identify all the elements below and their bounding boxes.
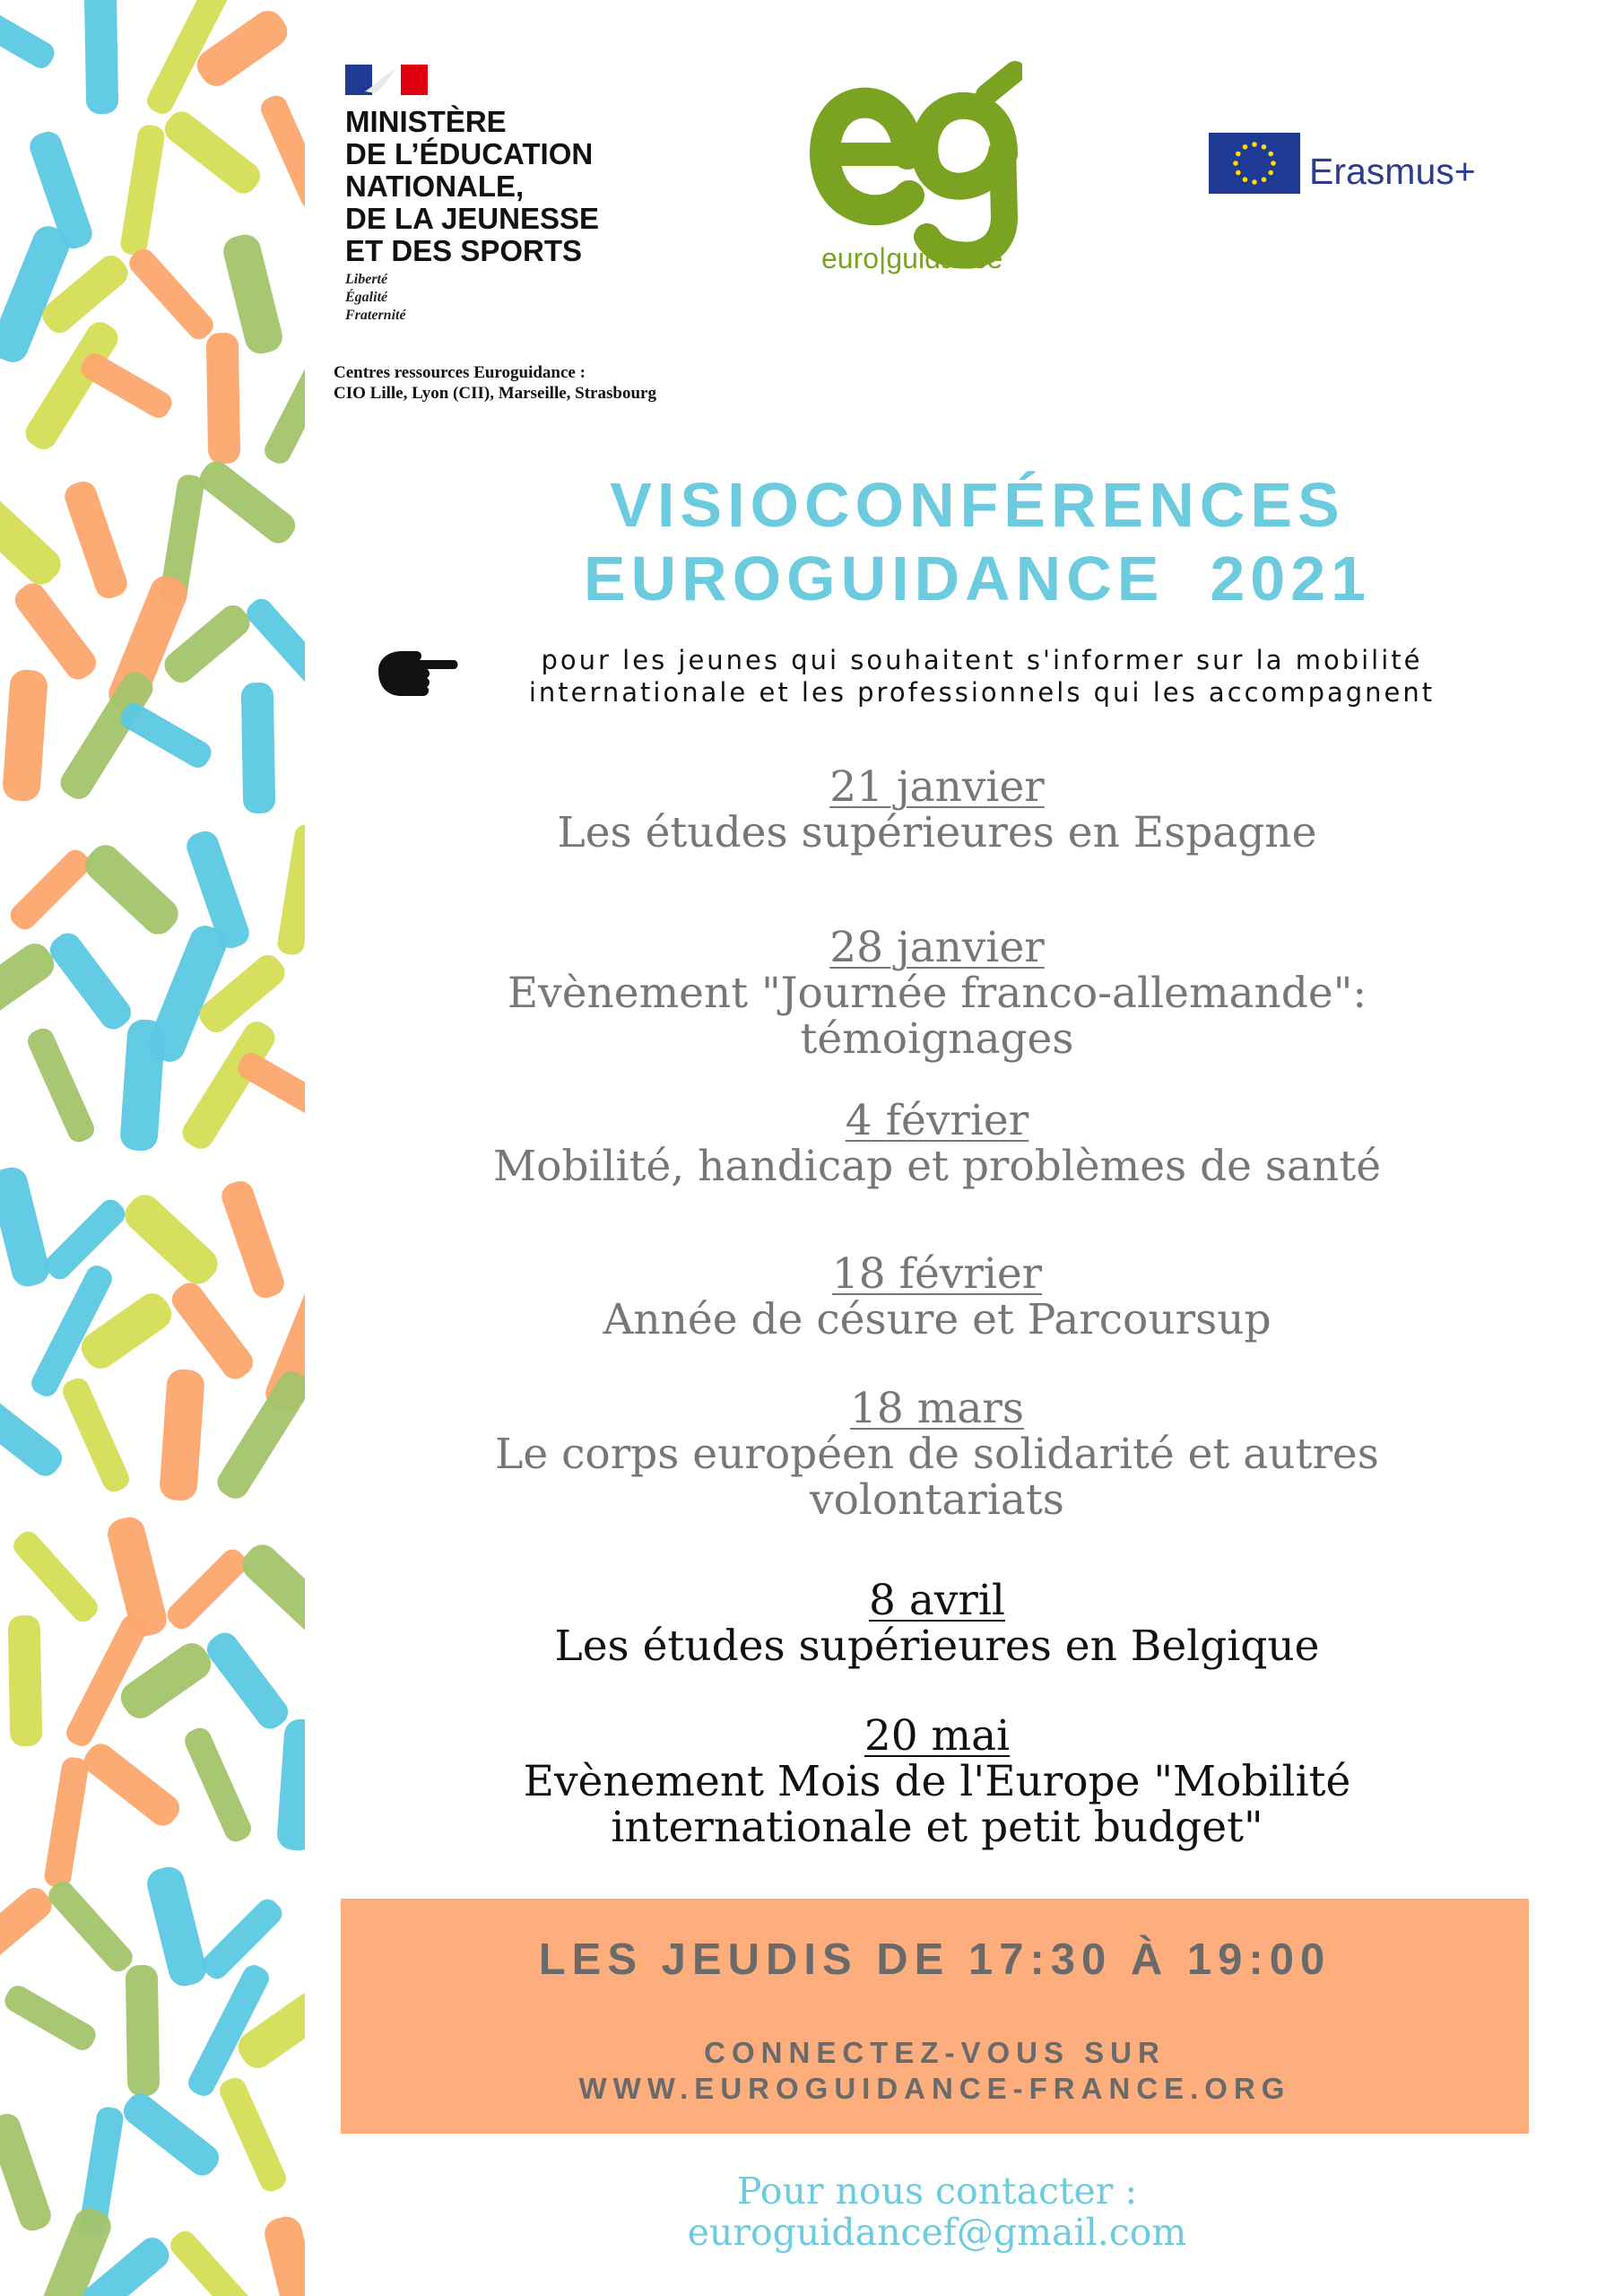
event-title: Les études supérieures en Espagne [557, 808, 1317, 857]
brush-stroke [202, 1627, 293, 1734]
brush-stroke [119, 124, 166, 257]
eu-star [1243, 177, 1248, 182]
event-item [421, 1578, 1453, 1669]
eu-star [1268, 170, 1273, 176]
erasmus-logo [1209, 133, 1532, 196]
brush-stroke [218, 1178, 288, 1301]
eu-star [1268, 152, 1273, 157]
brush-stroke [77, 350, 176, 422]
brush-stroke [10, 578, 101, 684]
connect-text [341, 2035, 1529, 2107]
brush-stroke [261, 2213, 305, 2296]
brush-stroke [0, 0, 58, 72]
event-date: 8 avril [869, 1576, 1005, 1625]
event-date: 21 janvier [829, 762, 1045, 812]
brush-stroke-pattern [0, 0, 305, 2296]
contact-label: Pour nous contacter : [736, 2170, 1138, 2213]
brush-stroke [166, 2227, 259, 2296]
eu-flag-icon [1209, 133, 1300, 194]
brush-stroke [160, 106, 265, 198]
brush-stroke [241, 683, 276, 814]
brush-stroke [2, 669, 48, 803]
brush-stroke [84, 0, 119, 114]
event-title: Année de césure et Parcoursup [603, 1295, 1271, 1344]
ministry-name-line: DE L’ÉDUCATION [345, 137, 594, 170]
brush-stroke [118, 2088, 224, 2180]
ministry-name-line: DE LA JEUNESSE [345, 202, 600, 235]
event-date: 18 février [831, 1249, 1043, 1299]
ministry-name-line: ET DES SPORTS [345, 234, 583, 267]
audience-line: pour les jeunes qui souhaitent s'informer sur la mobilité [541, 645, 1423, 675]
event-date: 28 janvier [829, 923, 1045, 972]
page-title [502, 468, 1453, 615]
brush-stroke [276, 1718, 305, 1852]
brush-stroke [8, 1615, 43, 1747]
pointing-hand-icon [375, 644, 459, 701]
ministry-name-line: NATIONALE, [345, 170, 525, 203]
brush-stroke [125, 245, 218, 344]
event-item [421, 764, 1453, 856]
event-item [421, 1713, 1453, 1850]
brush-stroke [181, 1725, 255, 1846]
eu-star [1262, 177, 1267, 182]
brush-stroke [216, 2074, 290, 2196]
brush-stroke [167, 1277, 258, 1384]
event-item [421, 925, 1453, 1062]
contact-section [421, 2170, 1453, 2253]
brush-stroke [236, 1538, 305, 1640]
page-title-line: EUROGUIDANCE 2021 [583, 544, 1372, 613]
audience-line: internationale et les professionnels qui les accompagnent [528, 677, 1436, 708]
eu-star [1236, 170, 1241, 176]
brush-stroke [44, 1877, 137, 1977]
ministry-motto-line: Égalité [345, 290, 388, 305]
brush-stroke [9, 1527, 102, 1627]
resource-centers-line: Centres ressources Euroguidance : [334, 363, 586, 382]
brush-stroke [195, 456, 300, 548]
event-date: 18 mars [850, 1384, 1024, 1433]
brush-stroke [79, 1738, 185, 1831]
euroguidance-caption: euro|guidance [821, 242, 1003, 274]
brush-stroke [213, 1366, 305, 1503]
eu-star [1252, 142, 1257, 147]
brush-stroke [59, 1375, 133, 1496]
brush-stroke [126, 1965, 161, 2097]
ministry-motto-line: Fraternité [345, 308, 406, 323]
ministry-logo [345, 65, 632, 334]
brush-stroke [41, 1196, 130, 1284]
brush-stroke [119, 1019, 166, 1152]
ministry-motto [345, 271, 406, 325]
event-date: 20 mai [864, 1711, 1011, 1761]
ministry-name-line: MINISTÈRE [345, 105, 507, 138]
contact-email-link[interactable]: euroguidancef@gmail.com [687, 2211, 1187, 2254]
brush-stroke [242, 595, 305, 694]
eu-star [1233, 161, 1238, 166]
schedule-text: LES JEUDIS DE 17:30 À 19:00 [538, 1935, 1332, 1984]
erasmus-name: Erasmus+ [1309, 151, 1476, 192]
brush-stroke [0, 1388, 67, 1481]
brush-stroke [117, 700, 215, 772]
event-title: Les études supérieures en Belgique [554, 1622, 1320, 1671]
brush-stroke [6, 846, 95, 935]
brush-stroke [257, 92, 305, 213]
page-title-line: VISIOCONFÉRENCES [610, 470, 1345, 540]
brush-stroke [0, 1164, 53, 1290]
brush-stroke [0, 489, 67, 591]
audience-description [466, 644, 1497, 709]
brush-stroke [61, 478, 131, 602]
brush-stroke [45, 927, 136, 1034]
event-title: témoignages [800, 1014, 1074, 1064]
brush-stroke [206, 333, 241, 465]
event-title: volontariats [810, 1475, 1064, 1525]
event-title: Evènement "Journée franco-allemande": [507, 969, 1367, 1018]
eu-star [1271, 161, 1276, 166]
eu-star [1236, 152, 1241, 157]
brush-stroke [198, 1895, 287, 1984]
eu-star [1243, 144, 1248, 150]
connect-line: CONNECTEZ-VOUS SUR [704, 2036, 1166, 2069]
brush-stroke [0, 1883, 57, 1970]
event-title: Mobilité, handicap et problèmes de santé [492, 1142, 1382, 1191]
event-item [421, 1386, 1453, 1523]
website-link[interactable]: WWW.EUROGUIDANCE-FRANCE.ORG [578, 2072, 1291, 2105]
event-title: Le corps européen de solidarité et autres [495, 1430, 1379, 1479]
brush-stroke [0, 2110, 55, 2234]
french-flag-icon [345, 65, 428, 95]
brush-stroke [163, 1545, 252, 1634]
ministry-name [345, 106, 599, 267]
event-item [421, 1098, 1453, 1189]
brush-stroke [79, 839, 185, 941]
schedule-info-box [341, 1899, 1529, 2134]
resource-centers-note [334, 362, 656, 404]
brush-stroke [159, 1369, 205, 1502]
brush-stroke [43, 1756, 90, 1890]
eu-star [1252, 179, 1257, 185]
ministry-motto-line: Liberté [345, 272, 388, 287]
event-date: 4 février [845, 1096, 1029, 1145]
event-title: Evènement Mois de l'Europe "Mobilité [523, 1757, 1351, 1806]
eu-star [1262, 144, 1267, 150]
brush-stroke [24, 1025, 98, 1146]
brush-stroke [276, 823, 305, 957]
event-title: internationale et petit budget" [611, 1803, 1263, 1852]
brush-stroke [1, 1982, 100, 2055]
resource-centers-line: CIO Lille, Lyon (CII), Marseille, Strasbourg [334, 384, 656, 403]
event-item [421, 1251, 1453, 1343]
brush-stroke [118, 1188, 224, 1291]
